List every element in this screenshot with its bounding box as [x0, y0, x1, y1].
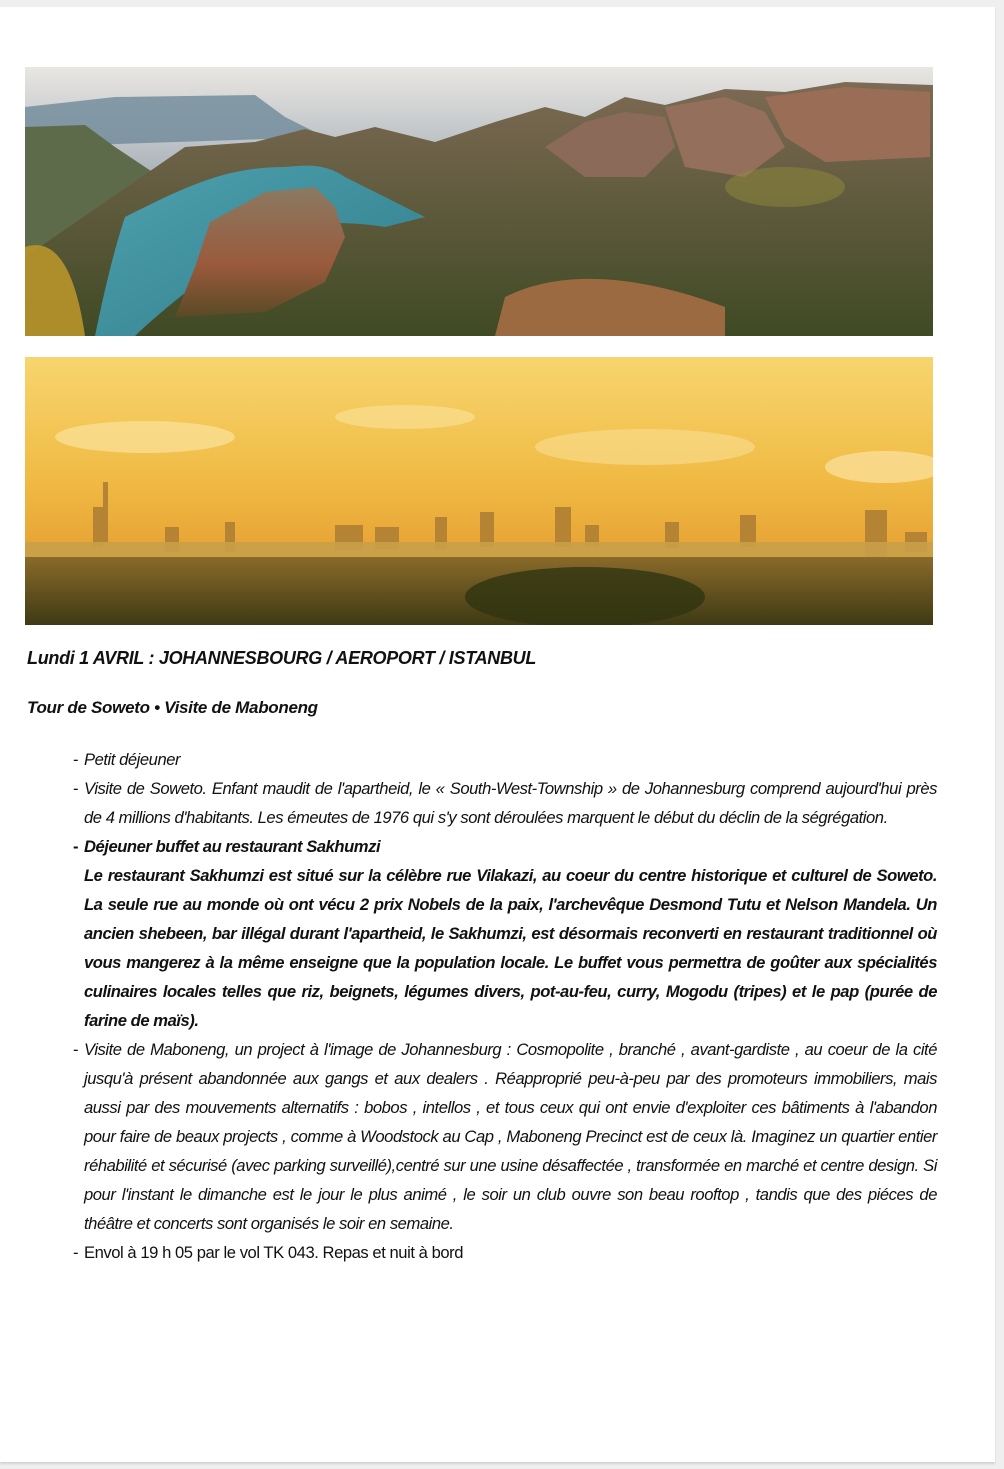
- program-item-maboneng: [73, 1035, 937, 1238]
- program-item-soweto: [73, 774, 937, 832]
- program-item-text: Visite de Maboneng, un project à l'image de Johannesburg : Cosmopolite , branché , avant-gardiste , au coeur de la cité jusqu'à présent abandonnée aux gangs et aux dealers . Réapproprié peu-à-peu par des promoteurs immobiliers, mais aussi par des mouvements alternatifs : bobos , intellos , et tous ceux qui ont envie d'exploiter ces bâtiments à l'abandon pour faire de beaux projects , comme à Woodstock au Cap , Maboneng Precinct est de ceux là. Imaginez un quartier entier réhabilité et sécurisé (avec parking surveillé),centré sur une usine désaffectée , transformée en marché et centre design. Si pour l'instant le dimanche est le jour le plus animé , le soir un club ouvre son beau rooftop , tandis que des piéces de théâtre et concerts sont organisés le soir en semaine.: [84, 1040, 937, 1233]
- program-item-description: Le restaurant Sakhumzi est situé sur la célèbre rue Vilakazi, au coeur du centre historique et culturel de Soweto. La seule rue au monde où ont vécu 2 prix Nobels de la paix, l'archevêque Desmond Tutu et Nelson Mandela. Un ancien shebeen, bar illégal durant l'apartheid, le Sakhumzi, est désormais reconverti en restaurant traditionnel où vous mangerez à la même enseigne que la population locale. Le buffet vous permettra de goûter aux spécialités culinaires locales telles que riz, beignets, légumes divers, pot-au-feu, curry, Mogodu (tripes) et le pap (purée de farine de maïs).: [84, 866, 937, 1030]
- list-dash: -: [73, 779, 79, 798]
- program-item-breakfast: [73, 745, 937, 774]
- day-title: Lundi 1 AVRIL : JOHANNESBOURG / AEROPORT / ISTANBUL: [27, 648, 537, 668]
- program-list: [73, 745, 937, 1267]
- list-dash: -: [73, 750, 79, 769]
- list-dash: -: [73, 1243, 79, 1262]
- day-subtitle: Tour de Soweto • Visite de Maboneng: [27, 698, 318, 717]
- list-dash: -: [73, 1040, 79, 1059]
- johannesburg-skyline-photo: [25, 357, 933, 625]
- program-item-text: Envol à 19 h 05 par le vol TK 043. Repas et nuit à bord: [84, 1243, 463, 1262]
- skyline-image: [25, 357, 933, 625]
- canyon-photo: [25, 67, 933, 336]
- document-page: [0, 7, 995, 1462]
- program-item-lunch: [73, 832, 937, 1035]
- program-item-text: Petit déjeuner: [84, 750, 181, 769]
- program-item-flight: [73, 1238, 937, 1267]
- list-dash: -: [73, 837, 79, 856]
- program-item-text: Visite de Soweto. Enfant maudit de l'apartheid, le « South-West-Township » de Johannesburg comprend aujourd'hui près de 4 millions d'habitants. Les émeutes de 1976 qui s'y sont déroulées marquent le début du déclin de la ségrégation.: [84, 779, 937, 827]
- canyon-landscape-image: [25, 67, 933, 336]
- program-item-text: Déjeuner buffet au restaurant Sakhumzi: [84, 837, 381, 856]
